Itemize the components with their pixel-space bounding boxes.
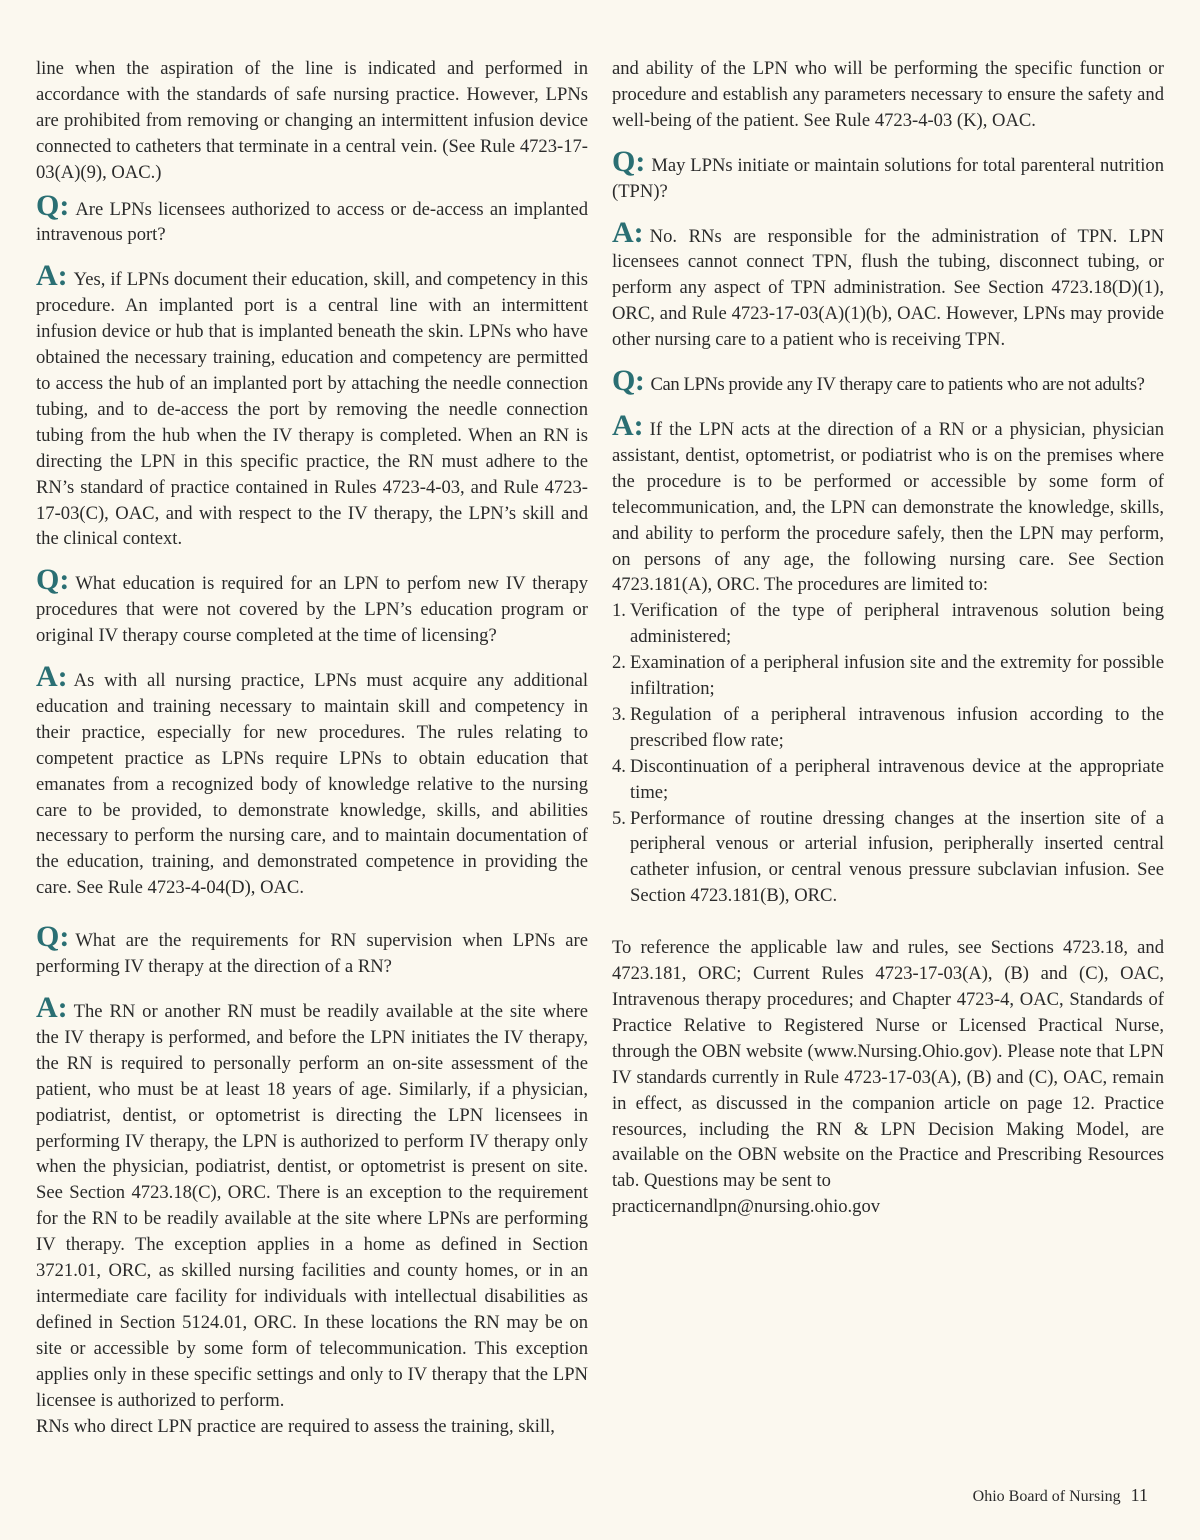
continued-paragraph: and ability of the LPN who will be performing the specific function or procedure and establish any parameters necessary to ensure the safety and well-being of the patient. See Rule 4723-4-03 (K), OAC. [612, 58, 1164, 131]
page-footer [973, 1485, 1148, 1506]
a-label: A: [36, 259, 68, 293]
question-5: Q: Can LPNs provide any IV therapy care to patients who are not adults? [612, 364, 1145, 398]
intro-paragraph: line when the aspiration of the line is indicated and performed in accordance with the standards of safe nursing practice. However, LPNs are prohibited from removing or changing an intermittent infusion device connected to catheters that terminate in a central vein. (See Rule 4723-17-03(A)(9), OAC.) [36, 58, 588, 183]
a-label: A: [612, 215, 644, 249]
question-1: Q: Are LPNs licensees authorized to access or de-access an implanted intravenous port? [36, 188, 588, 246]
list-item: 5. Performance of routine dressing changes at the insertion site of a peripheral venous or arterial infusion, peripherally inserted central catheter infusion, or central venous pressure subclavian infusion. See Section 4723.181(B), ORC. [612, 807, 1164, 907]
answer-4: A: No. RNs are responsible for the administration of TPN. LPN licensees cannot connect TPN, flush the tubing, disconnect tubing, or perform any aspect of TPN administration. See Section 4723.18(D)(1), ORC, and Rule 4723-17-03(A)(1)(b), OAC. However, LPNs may provide other nursing care to a patient who is receiving TPN. [612, 215, 1164, 351]
question-2: Q: What education is required for an LPN to perfom new IV therapy procedures that were not covered by the LPN’s education program or original IV therapy course completed at the time of licensing? [36, 563, 588, 647]
a-label: A: [36, 660, 68, 694]
contact-email[interactable]: practicernandlpn@nursing.ohio.gov [612, 1196, 881, 1218]
question-4: Q: May LPNs initiate or maintain solutions for total parenteral nutrition (TPN)? [612, 144, 1164, 202]
list-item: 4. Discontinuation of a peripheral intravenous device at the appropriate time; [612, 755, 1164, 803]
left-column [36, 56, 588, 1439]
procedure-list [612, 598, 1164, 909]
right-column [612, 56, 1164, 1220]
reference-paragraph: To reference the applicable law and rules, see Sections 4723.18, and 4723.181, ORC; Current Rules 4723-17-03(A), (B) and (C), OAC, Intravenous therapy procedures; and Chapter 4723-4, OAC, Standards of Practice Relative to Registered Nurse or Licensed Practical Nurse, through the OBN website (www.Nursing.Ohio.gov). Please note that LPN IV standards currently in Rule 4723-17-03(A), (B) and (C), OAC, remain in effect, as discussed in the companion article on page 12. Practice resources, including the RN & LPN Decision Making Model, are available on the OBN website on the Practice and Prescribing Resources tab. Questions may be sent to [612, 937, 1164, 1192]
answer-5: A: If the LPN acts at the direction of a RN or a physician, physician assistant, dentist, optometrist, or podiatrist who is on the premises where the procedure is to be performed or accessible by some form of telecommunication, and, the LPN can demonstrate the knowledge, skills, and ability to perform the procedure safely, then the LPN may perform, on persons of any age, the following nursing care. See Section 4723.181(A), ORC. The procedures are limited to: [612, 408, 1164, 596]
q-label: Q: [612, 364, 645, 398]
page-number: 11 [1130, 1485, 1148, 1505]
a-label: A: [36, 991, 68, 1024]
answer-3-continued: RNs who direct LPN practice are required to assess the training, skill, [36, 1415, 555, 1437]
footer-org: Ohio Board of Nursing [972, 1488, 1121, 1505]
answer-2: A: As with all nursing practice, LPNs must acquire any additional education and training necessary to maintain skill and competency in their practice, especially for new procedures. The rules relating to competent practice as LPNs require LPNs to obtain education that emanates from a recognized body of knowledge relative to the nursing care to be provided, to demonstrate knowledge, skills, and abilities necessary to perform the nursing care, and to maintain documentation of the education, training, and demonstrated competence in providing the care. See Rule 4723-4-04(D), OAC. [36, 660, 588, 899]
question-3: Q: What are the requirements for RN supervision when LPNs are performing IV therapy at the direction of a RN? [36, 920, 588, 978]
list-item: 3. Regulation of a peripheral intravenous infusion according to the prescribed flow rate; [612, 703, 1164, 751]
q-label: Q: [36, 920, 70, 954]
q-label: Q: [36, 188, 70, 222]
a-label: A: [612, 408, 644, 442]
q-label: Q: [36, 563, 70, 597]
list-item: 2. Examination of a peripheral infusion site and the extremity for possible infiltration; [612, 652, 1164, 700]
answer-3: A: The RN or another RN must be readily available at the site where the IV therapy is performed, and before the LPN initiates the IV therapy, the RN is required to personally perform an on-site assessment of the patient, who must be at least 18 years of age. Similarly, if a physician, podiatrist, dentist, or optometrist is directing the LPN licensees in performing IV therapy, the LPN is authorized to perform IV therapy only when the physician, podiatrist, dentist, or optometrist is present on site. See Section 4723.18(C), ORC. There is an exception to the requirement for the RN to be readily available at the site where LPNs are performing IV therapy. The exception applies in a home as defined in Section 3721.01, ORC, as skilled nursing facilities and county homes, or in an intermediate care facility for individuals with intellectual disabilities as defined in Section 5124.01, ORC. In these locations the RN may be on site or accessible by some form of telecommunication. This exception applies only in these specific settings and only to IV therapy that the LPN licensee is authorized to perform. [36, 991, 588, 1411]
q-label: Q: [612, 144, 646, 178]
list-item: 1. Verification of the type of peripheral intravenous solution being administered; [612, 600, 1164, 648]
answer-1: A: Yes, if LPNs document their education, skill, and competency in this procedure. An implanted port is a central line with an intermittent infusion device or hub that is implanted beneath the skin. LPNs who have obtained the necessary training, education and competency are permitted to access the hub of an implanted port by attaching the needle connection tubing, and to de-access the port by removing the needle connection tubing from the hub when the IV therapy is completed. When an RN is directing the LPN in this specific practice, the RN must adhere to the RN’s standard of practice contained in Rules 4723-4-03, and Rule 4723-17-03(C), OAC, and with respect to the IV therapy, the LPN’s skill and the clinical context. [36, 259, 588, 550]
